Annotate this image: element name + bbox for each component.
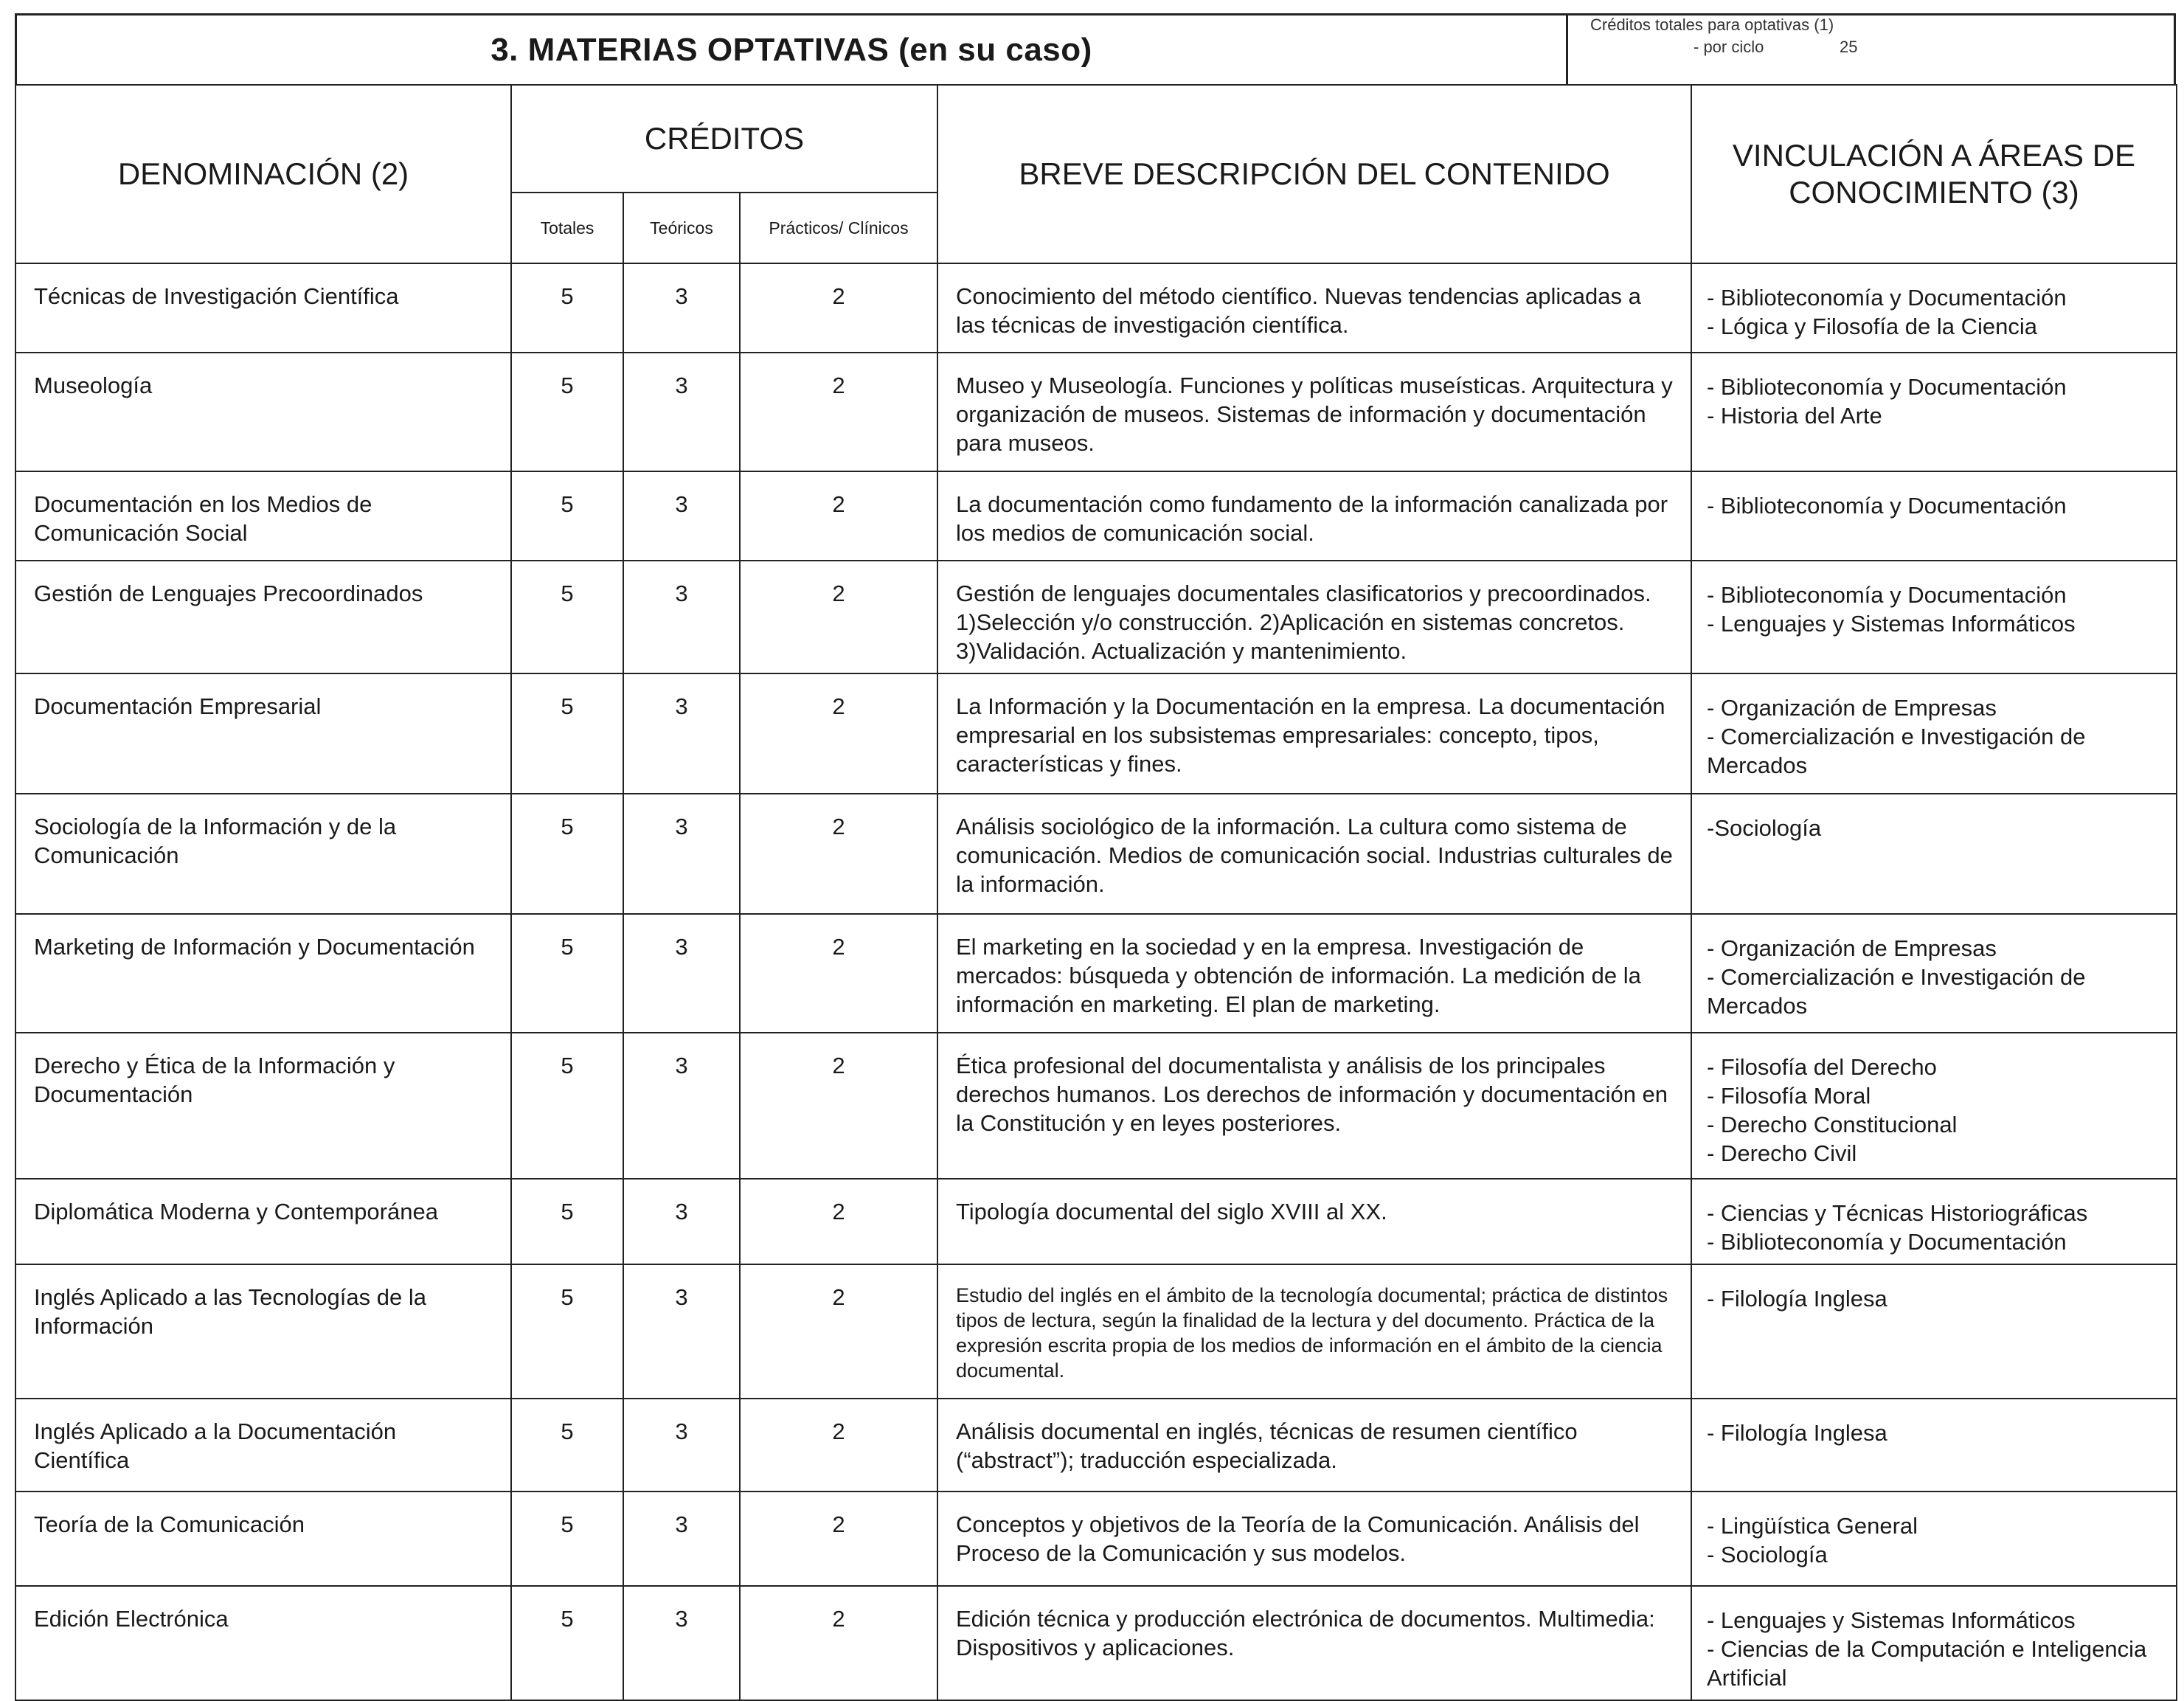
knowledge-area-item: - Derecho Civil [1707, 1140, 1857, 1166]
credits-practicos: 2 [740, 794, 937, 914]
credits-teoricos: 3 [623, 561, 740, 673]
knowledge-areas [1691, 914, 2177, 1033]
credits-totales: 5 [511, 1264, 623, 1399]
subject-name: Documentación en los Medios de Comunicación Social [15, 471, 511, 561]
credits-cycle-value: 25 [1840, 38, 1858, 56]
knowledge-areas [1691, 263, 2177, 353]
knowledge-area-item: - Ciencias de la Computación e Inteligencia Artificial [1707, 1636, 2147, 1691]
subject-description: Conceptos y objetivos de la Teoría de la Comunicación. Análisis del Proceso de la Comunicación y sus modelos. [937, 1492, 1691, 1586]
subject-name: Documentación Empresarial [15, 673, 511, 794]
knowledge-areas [1691, 1492, 2177, 1586]
credits-practicos: 2 [740, 1179, 937, 1264]
table-row [15, 794, 2177, 914]
subject-description: La Información y la Documentación en la empresa. La documentación empresarial en los subsistemas empresariales: concepto, tipos, características y fines. [937, 673, 1691, 794]
subject-name: Edición Electrónica [15, 1586, 511, 1700]
credits-totales: 5 [511, 1033, 623, 1179]
subject-name: Teoría de la Comunicación [15, 1492, 511, 1586]
subject-description: Edición técnica y producción electrónica de documentos. Multimedia: Dispositivos y aplicaciones. [937, 1586, 1691, 1700]
credits-totales: 5 [511, 471, 623, 561]
credits-teoricos: 3 [623, 673, 740, 794]
credits-teoricos: 3 [623, 1586, 740, 1700]
credits-totales: 5 [511, 353, 623, 471]
header-descripcion: BREVE DESCRIPCIÓN DEL CONTENIDO [937, 85, 1691, 263]
knowledge-area-item: - Filología Inglesa [1707, 1286, 1887, 1312]
credits-practicos: 2 [740, 471, 937, 561]
subject-description: La documentación como fundamento de la información canalizada por los medios de comunicación social. [937, 471, 1691, 561]
credits-practicos: 2 [740, 1399, 937, 1492]
knowledge-area-item: -Sociología [1707, 815, 1822, 841]
knowledge-areas [1691, 1264, 2177, 1399]
credits-teoricos: 3 [623, 1264, 740, 1399]
subject-name: Marketing de Información y Documentación [15, 914, 511, 1033]
table-row [15, 561, 2177, 673]
knowledge-area-item: - Filología Inglesa [1707, 1420, 1887, 1446]
credits-cycle-label: - por ciclo [1694, 38, 1764, 56]
knowledge-areas [1691, 1179, 2177, 1264]
header-denominacion: DENOMINACIÓN (2) [15, 85, 511, 263]
table-row [15, 471, 2177, 561]
knowledge-area-item: - Historia del Arte [1707, 403, 1882, 429]
table-row [15, 914, 2177, 1033]
header-practicos: Prácticos/ Clínicos [740, 193, 937, 263]
credits-practicos: 2 [740, 263, 937, 353]
credits-totales: 5 [511, 673, 623, 794]
credits-total-label: Créditos totales para optativas (1) [1590, 15, 1834, 34]
credits-totales: 5 [511, 1179, 623, 1264]
subjects-table [15, 84, 2177, 1701]
knowledge-areas [1691, 794, 2177, 914]
subject-description: Análisis documental en inglés, técnicas de resumen científico (“abstract”); traducción especializada. [937, 1399, 1691, 1492]
header-creditos: CRÉDITOS [511, 85, 937, 193]
knowledge-area-item: - Sociología [1707, 1542, 1828, 1567]
knowledge-area-item: - Filosofía Moral [1707, 1083, 1871, 1109]
subject-description: Gestión de lenguajes documentales clasificatorios y precoordinados. 1)Selección y/o construcción. 2)Aplicación en sistemas concretos. 3)Validación. Actualización y mantenimiento. [937, 561, 1691, 673]
credits-teoricos: 3 [623, 471, 740, 561]
knowledge-area-item: - Comercialización e Investigación de Mercados [1707, 724, 2086, 778]
title-block [15, 13, 2176, 84]
knowledge-area-item: - Organización de Empresas [1707, 935, 1997, 961]
subject-description: Estudio del inglés en el ámbito de la tecnología documental; práctica de distintos tipos de lectura, según la finalidad de la lectura y del documento. Práctica de la expresión escrita propia de los medios de información en el ámbito de la ciencia documental. [937, 1264, 1691, 1399]
knowledge-area-item: - Ciencias y Técnicas Historiográficas [1707, 1200, 2088, 1226]
knowledge-area-item: - Lenguajes y Sistemas Informáticos [1707, 611, 2076, 637]
table-row [15, 1586, 2177, 1700]
credits-teoricos: 3 [623, 1179, 740, 1264]
header-teoricos: Teóricos [623, 193, 740, 263]
subject-description: Tipología documental del siglo XVIII al XX. [937, 1179, 1691, 1264]
knowledge-areas [1691, 471, 2177, 561]
subject-description: El marketing en la sociedad y en la empresa. Investigación de mercados: búsqueda y obtención de información. La medición de la información en marketing. El plan de marketing. [937, 914, 1691, 1033]
credits-totales: 5 [511, 1586, 623, 1700]
header-totales: Totales [511, 193, 623, 263]
credits-teoricos: 3 [623, 263, 740, 353]
page-title: 3. MATERIAS OPTATIVAS (en su caso) [490, 32, 1092, 68]
knowledge-area-item: - Organización de Empresas [1707, 695, 1997, 721]
subject-description: Conocimiento del método científico. Nuevas tendencias aplicadas a las técnicas de investigación científica. [937, 263, 1691, 353]
table-row [15, 1033, 2177, 1179]
knowledge-areas [1691, 673, 2177, 794]
credits-totales: 5 [511, 263, 623, 353]
credits-practicos: 2 [740, 1264, 937, 1399]
subject-name: Derecho y Ética de la Información y Documentación [15, 1033, 511, 1179]
table-row [15, 1399, 2177, 1492]
subject-description: Análisis sociológico de la información. La cultura como sistema de comunicación. Medios de comunicación social. Industrias culturales de la información. [937, 794, 1691, 914]
subject-name: Inglés Aplicado a las Tecnologías de la Información [15, 1264, 511, 1399]
subject-description: Museo y Museología. Funciones y políticas museísticas. Arquitectura y organización de museos. Sistemas de información y documentación para museos. [937, 353, 1691, 471]
credits-box [1566, 15, 2174, 84]
credits-teoricos: 3 [623, 353, 740, 471]
credits-totales: 5 [511, 1492, 623, 1586]
knowledge-area-item: - Lingüística General [1707, 1513, 1918, 1539]
knowledge-areas [1691, 1033, 2177, 1179]
subject-description: Ética profesional del documentalista y análisis de los principales derechos humanos. Los derechos de información y documentación en la Constitución y en leyes posteriores. [937, 1033, 1691, 1179]
table-row [15, 673, 2177, 794]
table-row [15, 353, 2177, 471]
credits-practicos: 2 [740, 1586, 937, 1700]
knowledge-area-item: - Lenguajes y Sistemas Informáticos [1707, 1607, 2076, 1633]
credits-totales: 5 [511, 914, 623, 1033]
document-sheet [15, 13, 2176, 1701]
subject-name: Sociología de la Información y de la Comunicación [15, 794, 511, 914]
subject-name: Técnicas de Investigación Científica [15, 263, 511, 353]
knowledge-areas [1691, 561, 2177, 673]
knowledge-area-item: - Biblioteconomía y Documentación [1707, 493, 2067, 519]
credits-practicos: 2 [740, 561, 937, 673]
knowledge-area-item: - Biblioteconomía y Documentación [1707, 374, 2067, 400]
credits-practicos: 2 [740, 914, 937, 1033]
knowledge-areas [1691, 353, 2177, 471]
table-row [15, 1179, 2177, 1264]
subject-name: Inglés Aplicado a la Documentación Científica [15, 1399, 511, 1492]
knowledge-area-item: - Biblioteconomía y Documentación [1707, 582, 2067, 608]
credits-teoricos: 3 [623, 1399, 740, 1492]
table-row [15, 263, 2177, 353]
credits-practicos: 2 [740, 353, 937, 471]
credits-totales: 5 [511, 1399, 623, 1492]
credits-practicos: 2 [740, 1492, 937, 1586]
credits-teoricos: 3 [623, 1492, 740, 1586]
table-row [15, 1492, 2177, 1586]
subject-name: Gestión de Lenguajes Precoordinados [15, 561, 511, 673]
subject-name: Museología [15, 353, 511, 471]
table-row [15, 1264, 2177, 1399]
knowledge-areas [1691, 1399, 2177, 1492]
knowledge-area-item: - Lógica y Filosofía de la Ciencia [1707, 313, 2038, 339]
knowledge-area-item: - Comercialización e Investigación de Mercados [1707, 964, 2086, 1019]
credits-teoricos: 3 [623, 1033, 740, 1179]
header-vinculacion: VINCULACIÓN A ÁREAS DE CONOCIMIENTO (3) [1691, 85, 2177, 263]
knowledge-area-item: - Biblioteconomía y Documentación [1707, 285, 2067, 311]
credits-totales: 5 [511, 794, 623, 914]
knowledge-area-item: - Derecho Constitucional [1707, 1112, 1958, 1137]
table-body [15, 263, 2177, 1700]
table-header [15, 85, 2177, 263]
credits-totales: 5 [511, 561, 623, 673]
credits-teoricos: 3 [623, 794, 740, 914]
credits-practicos: 2 [740, 1033, 937, 1179]
credits-teoricos: 3 [623, 914, 740, 1033]
knowledge-area-item: - Biblioteconomía y Documentación [1707, 1229, 2067, 1255]
credits-practicos: 2 [740, 673, 937, 794]
knowledge-area-item: - Filosofía del Derecho [1707, 1054, 1937, 1080]
subject-name: Diplomática Moderna y Contemporánea [15, 1179, 511, 1264]
knowledge-areas [1691, 1586, 2177, 1700]
